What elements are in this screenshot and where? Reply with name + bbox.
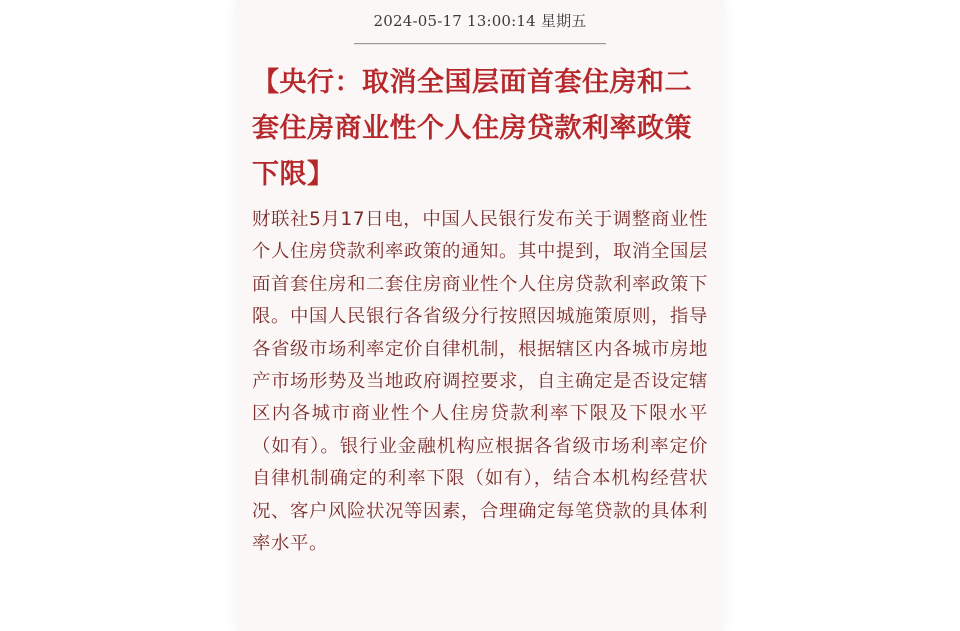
timestamp-divider bbox=[354, 43, 606, 44]
article-headline: 【央行：取消全国层面首套住房和二套住房商业性个人住房贷款利率政策下限】 bbox=[252, 67, 692, 190]
article-card bbox=[236, 0, 724, 631]
article-timestamp: 2024-05-17 13:00:14 星期五 bbox=[373, 12, 587, 30]
article-body: 财联社5月17日电，中国人民银行发布关于调整商业性个人住房贷款利率政策的通知。其中提到，取消全国层面首套住房和二套住房商业性个人住房贷款利率政策下限。中国人民银行各省级分行按照因城施策原则，指导各省级市场利率定价自律机制，根据辖区内各城市房地产市场形势及当地政府调控要求，自主确定是否设定辖区内各城市商业性个人住房贷款利率下限及下限水平（如有）。银行业金融机构应根据各省级市场利率定价自律机制确定的利率下限（如有），结合本机构经营状况、客户风险状况等因素，合理确定每笔贷款的具体利率水平。 bbox=[252, 209, 708, 555]
timestamp-row bbox=[236, 10, 724, 31]
